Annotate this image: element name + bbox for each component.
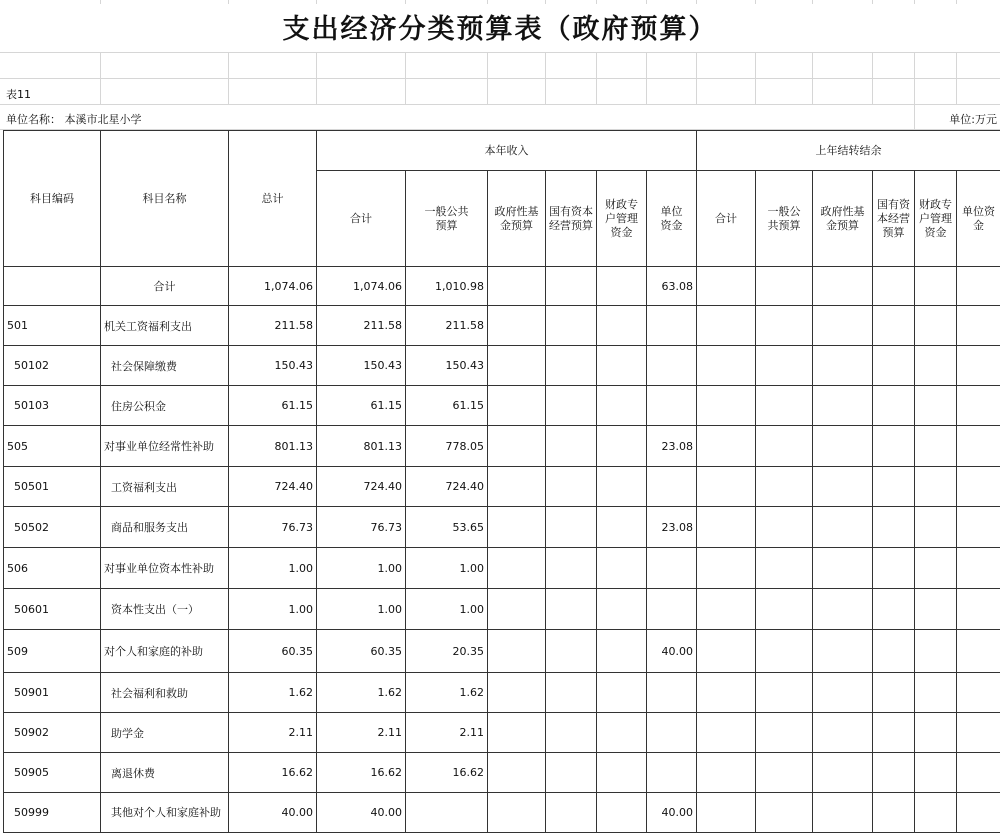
header-unit-funds: 单位资金 bbox=[647, 171, 697, 267]
cell-fund bbox=[488, 548, 546, 589]
cell-prev-year bbox=[756, 753, 813, 793]
cell-prev-year bbox=[915, 386, 957, 426]
cell-prev-year bbox=[697, 753, 756, 793]
cell-special bbox=[597, 346, 647, 386]
cell-sum: 16.62 bbox=[317, 753, 406, 793]
cell-total: 724.40 bbox=[229, 467, 317, 507]
cell-general: 211.58 bbox=[406, 306, 488, 346]
header-code: 科目编码 bbox=[4, 131, 101, 267]
table-row bbox=[4, 793, 1000, 833]
cell-prev-year bbox=[957, 267, 1000, 306]
cell-prev-year bbox=[915, 589, 957, 630]
cell-unit-funds: 23.08 bbox=[647, 426, 697, 467]
cell-code: 509 bbox=[4, 630, 101, 673]
cell-prev-year bbox=[873, 630, 915, 673]
cell-general: 1.00 bbox=[406, 548, 488, 589]
cell-special bbox=[597, 713, 647, 753]
header-unit-funds-prev: 单位资金 bbox=[957, 171, 1000, 267]
cell-general: 1.62 bbox=[406, 673, 488, 713]
cell-prev-year bbox=[957, 713, 1000, 753]
cell-prev-year bbox=[697, 548, 756, 589]
cell-prev-year bbox=[957, 306, 1000, 346]
cell-fund bbox=[488, 267, 546, 306]
cell-special bbox=[597, 267, 647, 306]
cell-prev-year bbox=[873, 267, 915, 306]
cell-code: 506 bbox=[4, 548, 101, 589]
cell-prev-year bbox=[697, 267, 756, 306]
cell-total: 61.15 bbox=[229, 386, 317, 426]
cell-prev-year bbox=[915, 713, 957, 753]
cell-special bbox=[597, 507, 647, 548]
cell-prev-year bbox=[915, 426, 957, 467]
table-row bbox=[4, 346, 1000, 386]
cell-prev-year bbox=[756, 713, 813, 753]
cell-sum: 2.11 bbox=[317, 713, 406, 753]
cell-prev-year bbox=[813, 507, 873, 548]
cell-prev-year bbox=[915, 673, 957, 713]
cell-code: 50501 bbox=[4, 467, 101, 507]
cell-sum: 724.40 bbox=[317, 467, 406, 507]
header-special: 财政专户管理资金 bbox=[597, 171, 647, 267]
header-total: 总计 bbox=[229, 131, 317, 267]
cell-general: 1.00 bbox=[406, 589, 488, 630]
cell-code: 50905 bbox=[4, 753, 101, 793]
table-number: 表11 bbox=[6, 86, 31, 102]
cell-code: 50902 bbox=[4, 713, 101, 753]
cell-name: 对事业单位资本性补助 bbox=[101, 548, 229, 589]
cell-prev-year bbox=[957, 548, 1000, 589]
cell-special bbox=[597, 589, 647, 630]
cell-unit-funds: 40.00 bbox=[647, 793, 697, 833]
cell-code: 50601 bbox=[4, 589, 101, 630]
cell-sum: 150.43 bbox=[317, 346, 406, 386]
cell-total: 76.73 bbox=[229, 507, 317, 548]
header-fund-prev: 政府性基金预算 bbox=[813, 171, 873, 267]
cell-prev-year bbox=[697, 589, 756, 630]
cell-prev-year bbox=[697, 713, 756, 753]
cell-prev-year bbox=[957, 467, 1000, 507]
cell-state-capital bbox=[546, 630, 597, 673]
cell-unit-funds bbox=[647, 589, 697, 630]
cell-name: 住房公积金 bbox=[101, 386, 229, 426]
cell-prev-year bbox=[756, 306, 813, 346]
cell-prev-year bbox=[697, 386, 756, 426]
cell-state-capital bbox=[546, 673, 597, 713]
cell-prev-year bbox=[756, 548, 813, 589]
cell-special bbox=[597, 793, 647, 833]
cell-sum: 60.35 bbox=[317, 630, 406, 673]
table-row bbox=[4, 753, 1000, 793]
cell-state-capital bbox=[546, 467, 597, 507]
cell-prev-year bbox=[915, 507, 957, 548]
cell-special bbox=[597, 386, 647, 426]
cell-prev-year bbox=[873, 507, 915, 548]
cell-prev-year bbox=[697, 306, 756, 346]
cell-unit-funds bbox=[647, 346, 697, 386]
cell-prev-year bbox=[756, 426, 813, 467]
cell-general: 1,010.98 bbox=[406, 267, 488, 306]
cell-prev-year bbox=[873, 467, 915, 507]
cell-total: 1,074.06 bbox=[229, 267, 317, 306]
cell-prev-year bbox=[915, 267, 957, 306]
cell-general: 2.11 bbox=[406, 713, 488, 753]
cell-prev-year bbox=[957, 673, 1000, 713]
cell-prev-year bbox=[813, 793, 873, 833]
cell-unit-funds bbox=[647, 386, 697, 426]
cell-total: 1.00 bbox=[229, 589, 317, 630]
cell-prev-year bbox=[756, 346, 813, 386]
cell-sum: 801.13 bbox=[317, 426, 406, 467]
cell-state-capital bbox=[546, 426, 597, 467]
budget-table bbox=[3, 130, 1000, 833]
cell-prev-year bbox=[813, 306, 873, 346]
cell-prev-year bbox=[915, 753, 957, 793]
cell-code: 50102 bbox=[4, 346, 101, 386]
cell-code: 50999 bbox=[4, 793, 101, 833]
unit-name: 单位名称： 本溪市北星小学 bbox=[6, 111, 142, 127]
cell-fund bbox=[488, 630, 546, 673]
cell-name: 对事业单位经常性补助 bbox=[101, 426, 229, 467]
cell-special bbox=[597, 467, 647, 507]
cell-name: 离退休费 bbox=[101, 753, 229, 793]
table-row bbox=[4, 673, 1000, 713]
cell-general: 778.05 bbox=[406, 426, 488, 467]
cell-sum: 76.73 bbox=[317, 507, 406, 548]
header-sum-prev: 合计 bbox=[697, 171, 756, 267]
cell-state-capital bbox=[546, 548, 597, 589]
cell-prev-year bbox=[873, 673, 915, 713]
cell-state-capital bbox=[546, 589, 597, 630]
cell-prev-year bbox=[873, 589, 915, 630]
cell-fund bbox=[488, 673, 546, 713]
table-row bbox=[4, 713, 1000, 753]
cell-prev-year bbox=[915, 346, 957, 386]
cell-fund bbox=[488, 386, 546, 426]
cell-name: 助学金 bbox=[101, 713, 229, 753]
cell-code: 50103 bbox=[4, 386, 101, 426]
cell-prev-year bbox=[957, 630, 1000, 673]
cell-prev-year bbox=[697, 793, 756, 833]
cell-code: 50901 bbox=[4, 673, 101, 713]
cell-general: 20.35 bbox=[406, 630, 488, 673]
cell-prev-year bbox=[957, 346, 1000, 386]
cell-name: 社会保障缴费 bbox=[101, 346, 229, 386]
cell-total: 801.13 bbox=[229, 426, 317, 467]
cell-code: 505 bbox=[4, 426, 101, 467]
cell-prev-year bbox=[957, 589, 1000, 630]
cell-prev-year bbox=[756, 589, 813, 630]
cell-prev-year bbox=[873, 753, 915, 793]
cell-prev-year bbox=[873, 386, 915, 426]
cell-special bbox=[597, 753, 647, 793]
cell-unit-funds bbox=[647, 713, 697, 753]
table-row bbox=[4, 467, 1000, 507]
cell-prev-year bbox=[813, 467, 873, 507]
header-state-capital-prev: 国有资本经营预算 bbox=[873, 171, 915, 267]
cell-prev-year bbox=[697, 467, 756, 507]
page-title: 支出经济分类预算表（政府预算） bbox=[0, 0, 1000, 52]
cell-special bbox=[597, 548, 647, 589]
cell-prev-year bbox=[957, 753, 1000, 793]
cell-sum: 40.00 bbox=[317, 793, 406, 833]
cell-prev-year bbox=[957, 426, 1000, 467]
cell-state-capital bbox=[546, 507, 597, 548]
cell-special bbox=[597, 306, 647, 346]
cell-prev-year bbox=[756, 467, 813, 507]
header-general: 一般公共预算 bbox=[406, 171, 488, 267]
table-body bbox=[4, 267, 1000, 833]
cell-fund bbox=[488, 753, 546, 793]
cell-prev-year bbox=[873, 548, 915, 589]
cell-unit-funds bbox=[647, 306, 697, 346]
cell-total: 211.58 bbox=[229, 306, 317, 346]
cell-prev-year bbox=[813, 548, 873, 589]
cell-prev-year bbox=[813, 346, 873, 386]
cell-prev-year bbox=[873, 713, 915, 753]
cell-sum: 1.00 bbox=[317, 589, 406, 630]
cell-state-capital bbox=[546, 713, 597, 753]
cell-prev-year bbox=[756, 386, 813, 426]
cell-prev-year bbox=[957, 386, 1000, 426]
cell-general: 61.15 bbox=[406, 386, 488, 426]
cell-name: 合计 bbox=[101, 267, 229, 306]
cell-code bbox=[4, 267, 101, 306]
cell-prev-year bbox=[756, 507, 813, 548]
cell-prev-year bbox=[697, 507, 756, 548]
cell-name: 工资福利支出 bbox=[101, 467, 229, 507]
cell-prev-year bbox=[873, 346, 915, 386]
cell-unit-funds bbox=[647, 467, 697, 507]
cell-total: 40.00 bbox=[229, 793, 317, 833]
cell-sum: 61.15 bbox=[317, 386, 406, 426]
cell-prev-year bbox=[915, 548, 957, 589]
cell-general: 724.40 bbox=[406, 467, 488, 507]
cell-fund bbox=[488, 467, 546, 507]
cell-code: 501 bbox=[4, 306, 101, 346]
cell-prev-year bbox=[813, 386, 873, 426]
cell-prev-year bbox=[697, 346, 756, 386]
cell-name: 对个人和家庭的补助 bbox=[101, 630, 229, 673]
cell-prev-year bbox=[813, 713, 873, 753]
cell-sum: 1.00 bbox=[317, 548, 406, 589]
cell-state-capital bbox=[546, 346, 597, 386]
cell-general: 150.43 bbox=[406, 346, 488, 386]
cell-total: 150.43 bbox=[229, 346, 317, 386]
unit-label: 单位:万元 bbox=[949, 111, 997, 127]
cell-name: 商品和服务支出 bbox=[101, 507, 229, 548]
cell-prev-year bbox=[915, 467, 957, 507]
cell-special bbox=[597, 426, 647, 467]
table-row bbox=[4, 630, 1000, 673]
cell-name: 其他对个人和家庭补助 bbox=[101, 793, 229, 833]
cell-prev-year bbox=[957, 507, 1000, 548]
cell-prev-year bbox=[756, 267, 813, 306]
cell-prev-year bbox=[813, 589, 873, 630]
cell-state-capital bbox=[546, 793, 597, 833]
cell-prev-year bbox=[756, 630, 813, 673]
cell-unit-funds: 40.00 bbox=[647, 630, 697, 673]
cell-fund bbox=[488, 507, 546, 548]
cell-prev-year bbox=[813, 267, 873, 306]
cell-general: 16.62 bbox=[406, 753, 488, 793]
cell-general: 53.65 bbox=[406, 507, 488, 548]
cell-prev-year bbox=[873, 426, 915, 467]
cell-unit-funds: 63.08 bbox=[647, 267, 697, 306]
cell-prev-year bbox=[756, 673, 813, 713]
cell-state-capital bbox=[546, 267, 597, 306]
cell-unit-funds bbox=[647, 548, 697, 589]
table-row bbox=[4, 426, 1000, 467]
cell-prev-year bbox=[697, 673, 756, 713]
header-general-prev: 一般公共预算 bbox=[756, 171, 813, 267]
header-state-capital: 国有资本经营预算 bbox=[546, 171, 597, 267]
cell-sum: 1,074.06 bbox=[317, 267, 406, 306]
cell-total: 1.00 bbox=[229, 548, 317, 589]
header-sum: 合计 bbox=[317, 171, 406, 267]
cell-prev-year bbox=[915, 306, 957, 346]
cell-fund bbox=[488, 793, 546, 833]
header-special-prev: 财政专户管理资金 bbox=[915, 171, 957, 267]
header-fund: 政府性基金预算 bbox=[488, 171, 546, 267]
cell-prev-year bbox=[915, 630, 957, 673]
cell-prev-year bbox=[957, 793, 1000, 833]
cell-prev-year bbox=[813, 630, 873, 673]
cell-fund bbox=[488, 589, 546, 630]
cell-total: 1.62 bbox=[229, 673, 317, 713]
cell-prev-year bbox=[756, 793, 813, 833]
cell-prev-year bbox=[697, 426, 756, 467]
cell-prev-year bbox=[915, 793, 957, 833]
cell-code: 50502 bbox=[4, 507, 101, 548]
table-row bbox=[4, 386, 1000, 426]
cell-total: 60.35 bbox=[229, 630, 317, 673]
header-name: 科目名称 bbox=[101, 131, 229, 267]
header-current-year: 本年收入 bbox=[317, 131, 697, 171]
cell-fund bbox=[488, 346, 546, 386]
cell-prev-year bbox=[697, 630, 756, 673]
header-prev-year: 上年结转结余 bbox=[697, 131, 1000, 171]
table-row bbox=[4, 507, 1000, 548]
table-row bbox=[4, 267, 1000, 306]
cell-state-capital bbox=[546, 753, 597, 793]
cell-special bbox=[597, 630, 647, 673]
cell-prev-year bbox=[873, 793, 915, 833]
cell-fund bbox=[488, 306, 546, 346]
cell-state-capital bbox=[546, 306, 597, 346]
cell-prev-year bbox=[813, 426, 873, 467]
cell-sum: 211.58 bbox=[317, 306, 406, 346]
cell-unit-funds bbox=[647, 753, 697, 793]
cell-prev-year bbox=[873, 306, 915, 346]
table-row bbox=[4, 306, 1000, 346]
table-row bbox=[4, 589, 1000, 630]
cell-fund bbox=[488, 426, 546, 467]
cell-name: 资本性支出（一） bbox=[101, 589, 229, 630]
cell-prev-year bbox=[813, 753, 873, 793]
cell-fund bbox=[488, 713, 546, 753]
cell-special bbox=[597, 673, 647, 713]
cell-state-capital bbox=[546, 386, 597, 426]
cell-general bbox=[406, 793, 488, 833]
cell-name: 社会福利和救助 bbox=[101, 673, 229, 713]
cell-unit-funds: 23.08 bbox=[647, 507, 697, 548]
cell-sum: 1.62 bbox=[317, 673, 406, 713]
cell-prev-year bbox=[813, 673, 873, 713]
cell-total: 2.11 bbox=[229, 713, 317, 753]
cell-total: 16.62 bbox=[229, 753, 317, 793]
cell-name: 机关工资福利支出 bbox=[101, 306, 229, 346]
cell-unit-funds bbox=[647, 673, 697, 713]
table-row bbox=[4, 548, 1000, 589]
